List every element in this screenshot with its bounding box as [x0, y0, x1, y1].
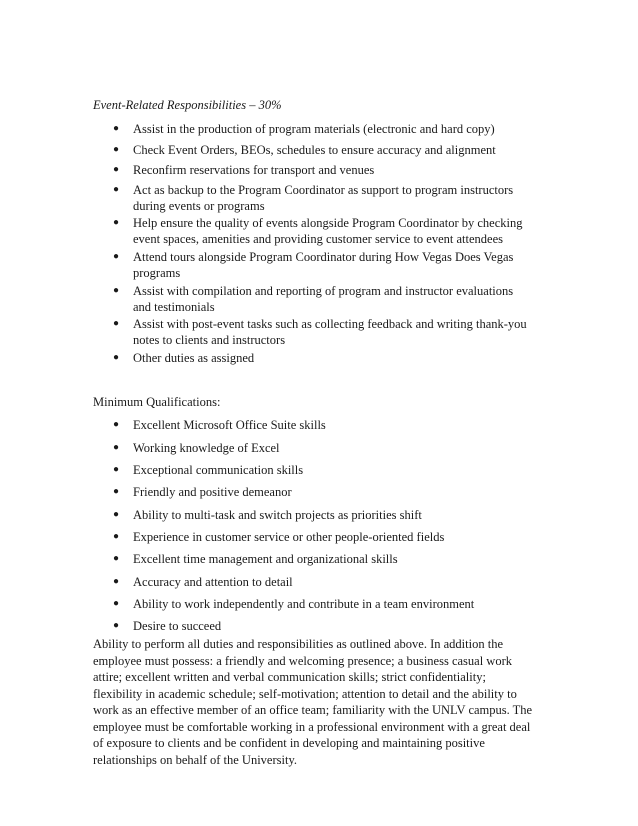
bullet-icon: ● [112, 509, 120, 520]
bullet-icon: ● [112, 486, 120, 497]
list-item: ● Check Event Orders, BEOs, schedules to ensure accuracy and alignment [112, 143, 496, 157]
list-item: ● Accuracy and attention to detail [112, 575, 293, 589]
closing-paragraph: Ability to perform all duties and responsibilities as outlined above. In addition the employee must possess: a friendly and welcoming presence; a business casual work attire; excellent written and verbal communication skills; strict confidentiality; flexibility in academic schedule; self-motivation; attention to detail and the ability to work as an effective member of an office team; familiarity with the UNLV campus. The employee must be comfortable working in a professional environment with a great deal of exposure to clients and be confident in developing and maintaining positive relationships on behalf of the University. [93, 637, 533, 767]
responsibilities-heading: Event-Related Responsibilities – 30% [93, 98, 282, 112]
bullet-icon: ● [112, 598, 120, 609]
list-item: ● Ability to work independently and contribute in a team environment [112, 597, 475, 611]
bullet-icon: ● [112, 442, 120, 453]
bullet-icon: ● [112, 123, 120, 134]
list-item: ● Help ensure the quality of events alongside Program Coordinator by checking event spaces, amenities and providing customer service to event attendees [112, 216, 523, 246]
list-item: ● Act as backup to the Program Coordinator as support to program instructors during events or programs [112, 183, 514, 213]
bullet-icon: ● [112, 184, 120, 195]
list-item: ● Other duties as assigned [112, 351, 255, 365]
list-item: ● Excellent Microsoft Office Suite skills [112, 418, 326, 432]
bullet-icon: ● [112, 352, 120, 363]
list-item: ● Ability to multi-task and switch projects as priorities shift [112, 508, 422, 522]
list-item: ● Assist with post-event tasks such as collecting feedback and writing thank-you notes to clients and instructors [112, 317, 527, 347]
list-item: ● Excellent time management and organizational skills [112, 552, 398, 566]
qualifications-heading: Minimum Qualifications: [93, 395, 221, 409]
bullet-icon: ● [112, 144, 120, 155]
list-item: ● Desire to succeed [112, 619, 222, 633]
list-item: ● Working knowledge of Excel [112, 441, 280, 455]
bullet-icon: ● [112, 285, 120, 296]
bullet-icon: ● [112, 464, 120, 475]
bullet-icon: ● [112, 553, 120, 564]
bullet-icon: ● [112, 531, 120, 542]
bullet-icon: ● [112, 419, 120, 430]
bullet-icon: ● [112, 251, 120, 262]
bullet-icon: ● [112, 576, 120, 587]
bullet-icon: ● [112, 217, 120, 228]
list-item: ● Attend tours alongside Program Coordinator during How Vegas Does Vegas programs [112, 250, 514, 280]
bullet-icon: ● [112, 620, 120, 631]
list-item: ● Friendly and positive demeanor [112, 485, 292, 499]
list-item: ● Exceptional communication skills [112, 463, 304, 477]
list-item: ● Experience in customer service or other people-oriented fields [112, 530, 445, 544]
bullet-icon: ● [112, 318, 120, 329]
list-item: ● Assist in the production of program materials (electronic and hard copy) [112, 122, 495, 136]
list-item: ● Reconfirm reservations for transport and venues [112, 163, 375, 177]
list-item: ● Assist with compilation and reporting of program and instructor evaluations and testimonials [112, 284, 514, 314]
bullet-icon: ● [112, 164, 120, 175]
